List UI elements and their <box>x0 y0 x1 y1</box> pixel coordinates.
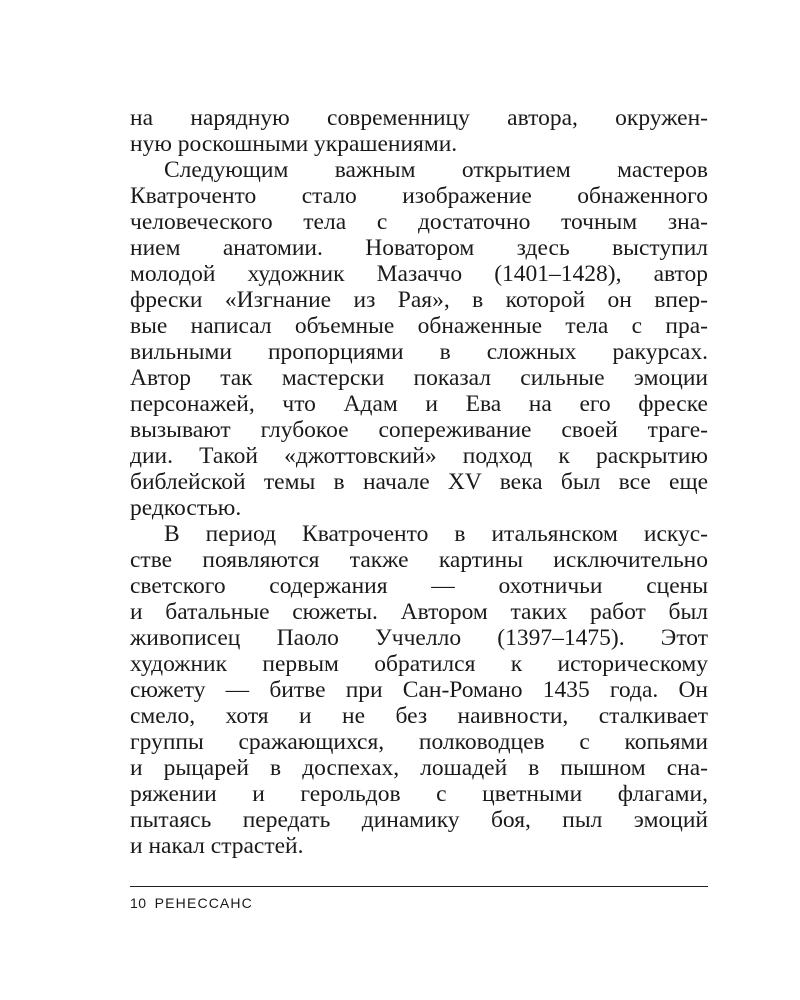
text-line: художник первым обратился к историческому <box>130 651 708 677</box>
text-line: группы сражающихся, полководцев с копьями <box>130 729 708 755</box>
footer-rule <box>130 886 708 887</box>
text-line: и батальные сюжеты. Автором таких работ был <box>130 599 708 625</box>
text-line: библейской темы в начале XV века был все еще <box>130 469 708 495</box>
text-line: вильными пропорциями в сложных ракурсах. <box>130 339 708 365</box>
text-line: фрески «Изгнание из Рая», в которой он впер- <box>130 287 708 313</box>
text-line: дии. Такой «джоттовский» подход к раскрытию <box>130 443 708 469</box>
paragraph <box>130 157 708 521</box>
text-line: смело, хотя и не без наивности, сталкивает <box>130 703 708 729</box>
page-footer <box>130 895 253 911</box>
text-line: Кватроченто стало изображение обнаженного <box>130 183 708 209</box>
text-line: человеческого тела с достаточно точным зна- <box>130 209 708 235</box>
running-title: РЕНЕССАНС <box>154 895 253 911</box>
text-line: пытаясь передать динамику боя, пыл эмоций <box>130 807 708 833</box>
text-line: вызывают глубокое сопереживание своей траге- <box>130 417 708 443</box>
paragraph <box>130 105 708 157</box>
text-line: на нарядную современницу автора, окружен- <box>130 105 708 131</box>
text-line: В период Кватроченто в итальянском искус- <box>164 521 708 547</box>
text-line: молодой художник Мазаччо (1401–1428), автор <box>130 261 708 287</box>
text-line: живописец Паоло Уччелло (1397–1475). Этот <box>130 625 708 651</box>
text-line: стве появляются также картины исключительно <box>130 547 708 573</box>
body-text <box>130 105 708 859</box>
text-line: ряжении и герольдов с цветными флагами, <box>130 781 708 807</box>
text-line: персонажей, что Адам и Ева на его фреске <box>130 391 708 417</box>
page-number: 10 <box>130 895 147 911</box>
text-line: и рыцарей в доспехах, лошадей в пышном сна- <box>130 755 708 781</box>
text-line: редкостью. <box>130 495 242 521</box>
text-line: Следующим важным открытием мастеров <box>164 157 708 183</box>
text-line: вые написал объемные обнаженные тела с пра- <box>130 313 708 339</box>
paragraph <box>130 521 708 859</box>
text-line: и накал страстей. <box>130 833 304 859</box>
text-line: светского содержания — охотничьи сцены <box>130 573 708 599</box>
text-line: Автор так мастерски показал сильные эмоции <box>130 365 708 391</box>
text-line: сюжету — битве при Сан-Романо 1435 года. Он <box>130 677 708 703</box>
text-line: ную роскошными украшениями. <box>130 131 458 157</box>
text-line: нием анатомии. Новатором здесь выступил <box>130 235 708 261</box>
